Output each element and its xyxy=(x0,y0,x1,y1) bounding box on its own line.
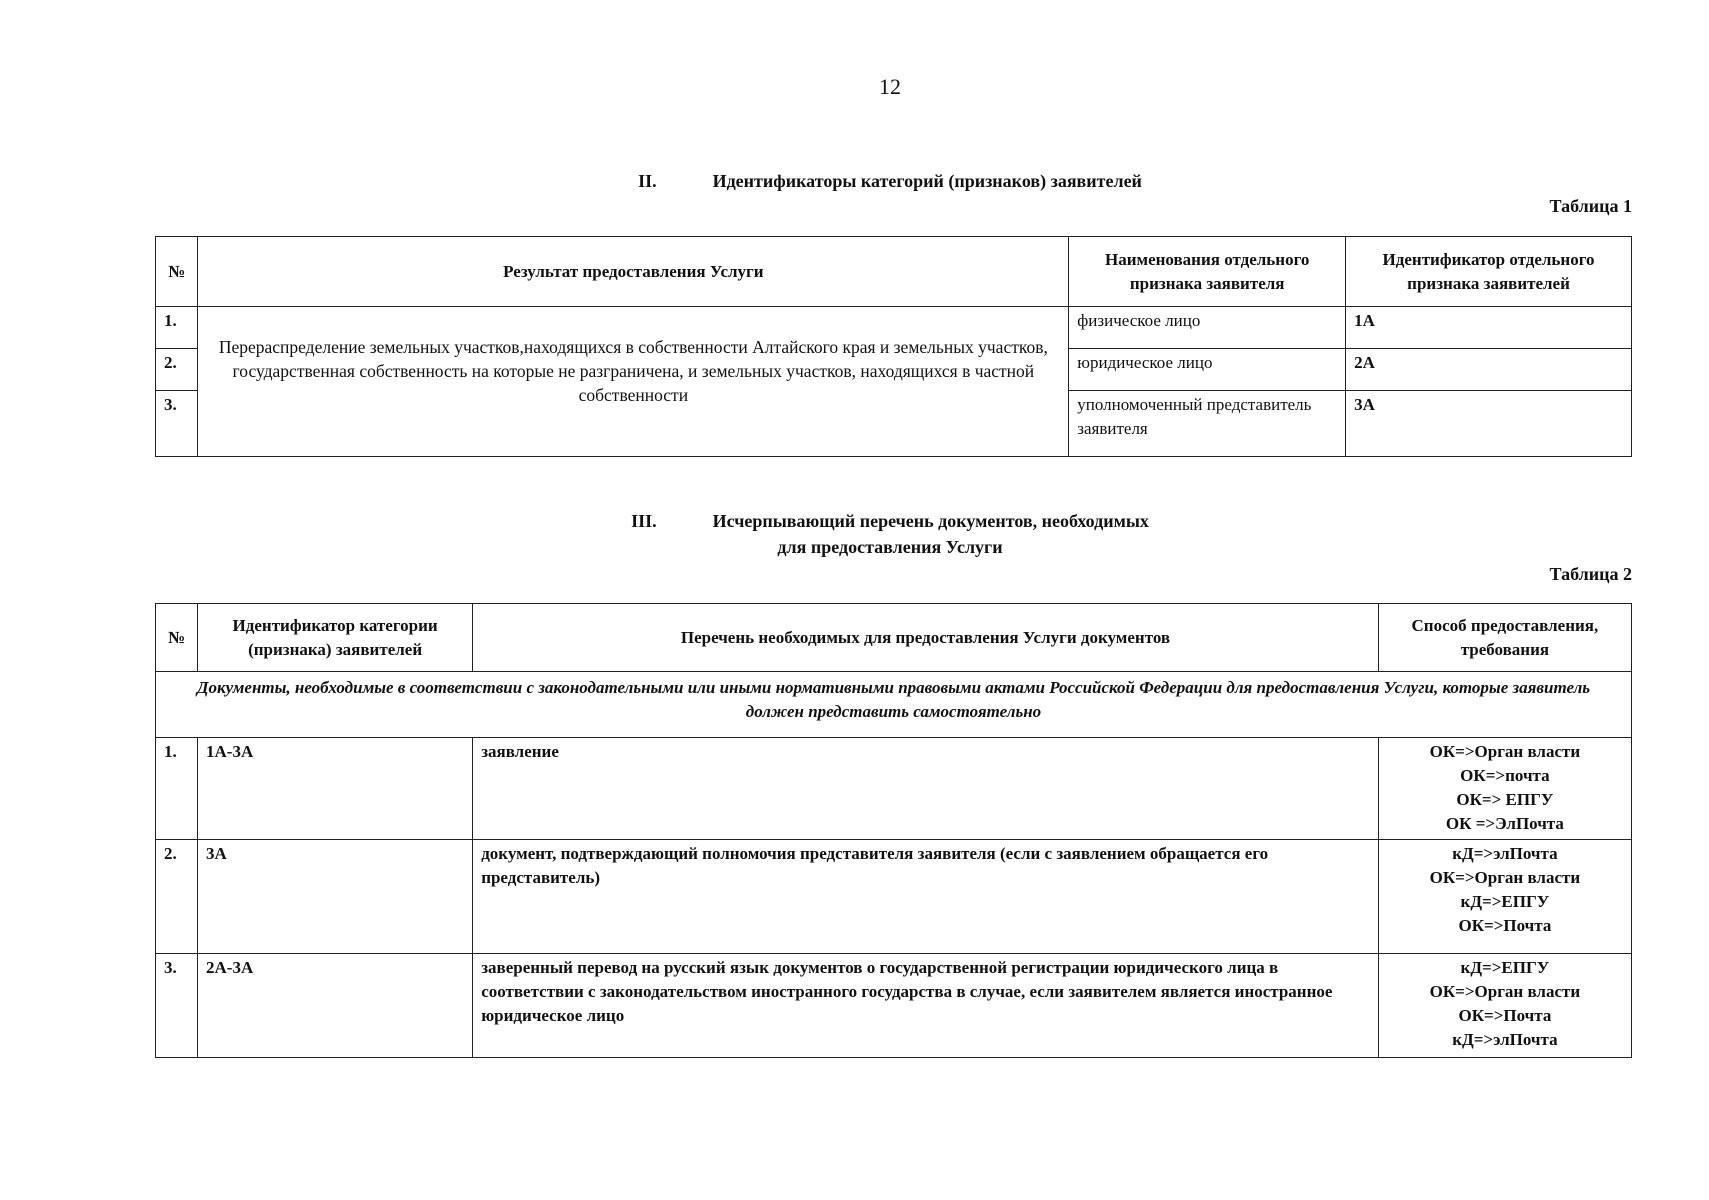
header-num: № xyxy=(156,237,198,307)
submission-methods xyxy=(1378,738,1631,840)
row-num: 2. xyxy=(156,840,198,954)
submission-method: ОК=>Почта xyxy=(1458,916,1552,935)
section-3-title-line-1: Исчерпывающий перечень документов, необходимых xyxy=(712,511,1149,531)
row-num: 3. xyxy=(156,391,198,457)
submission-method: кД=>элПочта xyxy=(1452,1030,1558,1049)
submission-methods xyxy=(1378,840,1631,954)
submission-method: ОК=>почта xyxy=(1460,766,1550,785)
row-num: 3. xyxy=(156,954,198,1058)
table-1-header-row xyxy=(156,237,1632,307)
section-3-number: III. xyxy=(631,511,657,531)
attribute-id: 2А xyxy=(1346,349,1632,391)
applicant-categories-table xyxy=(155,236,1632,457)
submission-method: ОК=>Орган власти xyxy=(1429,742,1581,761)
attribute-name: физическое лицо xyxy=(1069,307,1346,349)
category-id: 3А xyxy=(198,840,473,954)
table-row xyxy=(156,840,1632,954)
row-num: 1. xyxy=(156,307,198,349)
document-group-title: Документы, необходимые в соответствии с законодательными или иными нормативными правовыми актами Российской Федерации для предоставления Услуги, которые заявитель должен представить самостоятельно xyxy=(156,672,1632,738)
header-attribute-name: Наименования отдельного признака заявителя xyxy=(1069,237,1346,307)
page-number: 12 xyxy=(879,74,901,99)
table-row xyxy=(156,954,1632,1058)
table-row xyxy=(156,307,1632,349)
table-1-caption: Таблица 1 xyxy=(1549,196,1632,216)
header-result: Результат предоставления Услуги xyxy=(198,237,1069,307)
submission-method: ОК=> ЕПГУ xyxy=(1456,790,1554,809)
service-result-cell: Перераспределение земельных участков,находящихся в собственности Алтайского края и земельных участков, государственная собственность на которые не разграничена, и земельных участков, находящихся в частной собственности xyxy=(198,307,1069,457)
attribute-name: юридическое лицо xyxy=(1069,349,1346,391)
header-category-id: Идентификатор категории (признака) заявителей xyxy=(198,604,473,672)
row-num: 2. xyxy=(156,349,198,391)
category-id: 2А-3А xyxy=(198,954,473,1058)
header-num: № xyxy=(156,604,198,672)
table-row xyxy=(156,738,1632,840)
document-group-row xyxy=(156,672,1632,738)
table-2-header-row xyxy=(156,604,1632,672)
section-2-title: Идентификаторы категорий (признаков) заявителей xyxy=(712,171,1142,191)
submission-methods xyxy=(1378,954,1631,1058)
section-2-heading xyxy=(0,168,1709,194)
section-3-title-line-2: для предоставления Услуги xyxy=(777,537,1003,557)
document-description: заявление xyxy=(473,738,1379,840)
attribute-id: 3А xyxy=(1346,391,1632,457)
section-3-heading xyxy=(0,508,1709,560)
document-description: документ, подтверждающий полномочия представителя заявителя (если с заявлением обращается его представитель) xyxy=(473,840,1379,954)
section-2-number: II. xyxy=(638,171,657,191)
header-submission-method: Способ предоставления, требования xyxy=(1378,604,1631,672)
row-num: 1. xyxy=(156,738,198,840)
submission-method: ОК=>Почта xyxy=(1458,1006,1552,1025)
header-document-list: Перечень необходимых для предоставления Услуги документов xyxy=(473,604,1379,672)
submission-method: ОК=>Орган власти xyxy=(1429,982,1581,1001)
header-attribute-id: Идентификатор отдельного признака заявителей xyxy=(1346,237,1632,307)
submission-method: ОК =>ЭлПочта xyxy=(1445,814,1564,833)
attribute-id: 1А xyxy=(1346,307,1632,349)
category-id: 1А-3А xyxy=(198,738,473,840)
submission-method: ОК=>Орган власти xyxy=(1429,868,1581,887)
document-description: заверенный перевод на русский язык документов о государственной регистрации юридического лица в соответствии с законодательством иностранного государства в случае, если заявителем является иностранное юридическое лицо xyxy=(473,954,1379,1058)
submission-method: кД=>элПочта xyxy=(1452,844,1558,863)
required-documents-table xyxy=(155,603,1632,1058)
attribute-name: уполномоченный представитель заявителя xyxy=(1069,391,1346,457)
table-2-caption: Таблица 2 xyxy=(1549,564,1632,584)
submission-method: кД=>ЕПГУ xyxy=(1460,892,1550,911)
submission-method: кД=>ЕПГУ xyxy=(1460,958,1550,977)
